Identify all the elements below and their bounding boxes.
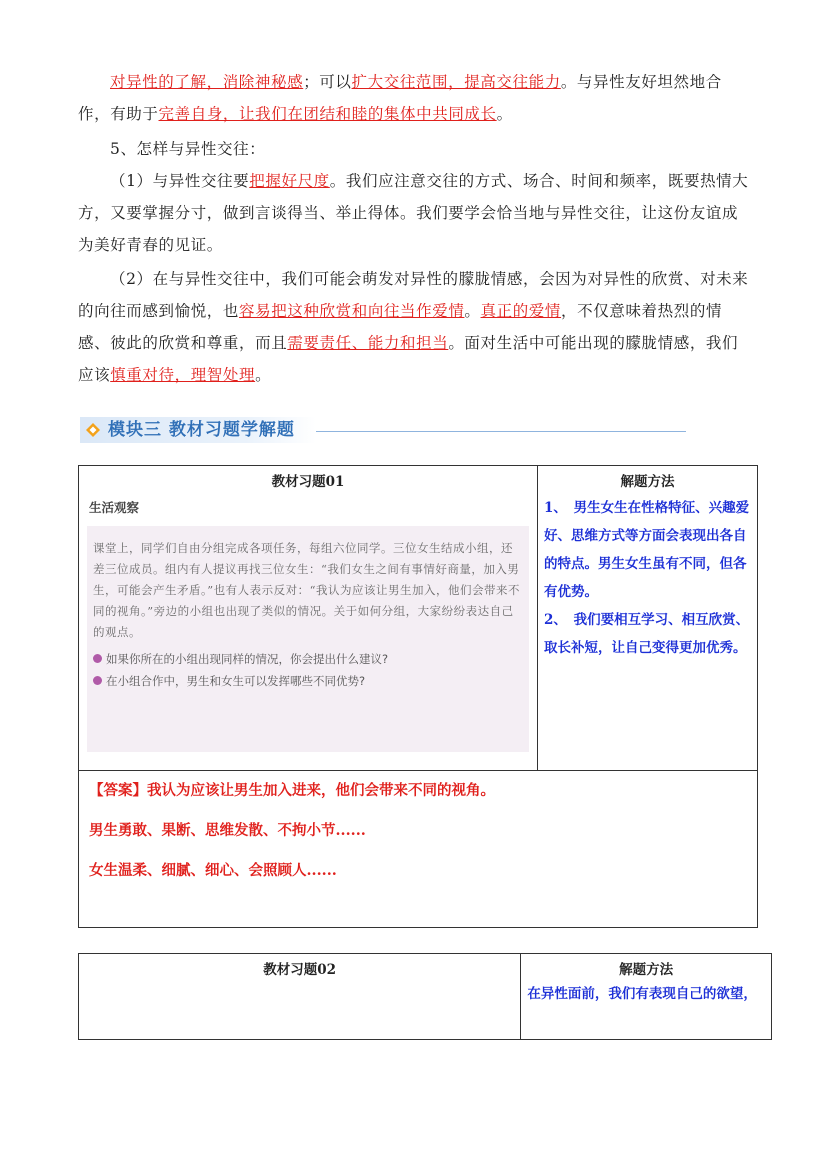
body-text: ，不仅意味着热烈的情感、彼此的欣赏和尊重，而且: [78, 302, 723, 352]
point-2-paragraph: [78, 263, 754, 391]
body-text: （1）与异性交往要: [110, 172, 250, 190]
highlight-text: 真正的爱情: [480, 302, 562, 320]
highlight-text: 完善自身，让我们在团结和睦的集体中共同成长: [158, 105, 497, 123]
body-text: ；可以: [303, 73, 352, 91]
body-text: 。: [255, 366, 272, 384]
highlight-text: 需要责任、能力和担当: [287, 334, 449, 352]
exercise-title: 教材习题01: [271, 474, 345, 490]
question-item: [93, 671, 523, 691]
module-header: [80, 414, 610, 446]
highlight-text: 对异性的了解，消除神秘感: [110, 73, 304, 91]
body-text: 。与异性友好坦然地合作，有助于: [78, 73, 722, 123]
body-text: 。: [464, 302, 481, 320]
module-divider-line: [316, 431, 686, 432]
bullet-icon: [93, 676, 102, 685]
answer-line: 【答案】我认为应该让男生加入进来，他们会带来不同的视角。: [89, 782, 495, 799]
method-item: 1、 男生女生在性格特征、兴趣爱好、思维方式等方面会表现出各自的特点。男生女生虽有不同，但各有优势。: [544, 500, 750, 600]
exercise-table-01: [78, 465, 758, 928]
method-title: 解题方法: [620, 474, 675, 490]
image-panel: [87, 526, 529, 752]
exercise-table-02: [78, 953, 772, 1040]
method-item: 在异性面前，我们有表现自己的欲望，: [527, 986, 757, 1002]
section-heading-text: 5、怎样与异性交往：: [110, 140, 266, 158]
method-cell: [538, 466, 758, 771]
method-title: 解题方法: [619, 962, 674, 978]
story-text: 课堂上，同学们自由分组完成各项任务，每组六位同学。三位女生结成小组，还差三位成员。组内有人提议再找三位女生：“我们女生之间有事情好商量，加入男生，可能会产生矛盾。”也有人表示反对：“我认为应该让男生加入，他们会带来不同的视角。”旁边的小组也出现了类似的情况。关于如何分组，大家纷纷表达自己的观点。: [93, 541, 521, 639]
exercise-cell: [79, 954, 521, 1040]
body-text: 。面对生活中可能出现的朦胧情感，我们应该: [78, 334, 739, 384]
highlight-text: 慎重对待，理智处理: [110, 366, 256, 384]
image-title: 生活观察: [89, 500, 140, 515]
intro-paragraph: [78, 66, 754, 130]
answer-line: 男生勇敢、果断、思维发散、不拘小节......: [89, 822, 366, 839]
module-title: 模块三 教材习题学解题: [108, 420, 295, 440]
point-1-paragraph: [78, 165, 754, 261]
method-cell: [521, 954, 772, 1040]
question-text: 如果你所在的小组出现同样的情况，你会提出什么建议?: [106, 652, 389, 666]
answer-line: 女生温柔、细腻、细心、会照顾人......: [89, 862, 337, 879]
bullet-icon: [93, 654, 102, 663]
body-text: （2）在与异性交往中，我们可能会萌发对异性的朦胧情感，会因为对异性的欣赏、对未来的向往而感到愉悦，也: [78, 270, 749, 320]
highlight-text: 把握好尺度: [249, 172, 330, 190]
highlight-text: 容易把这种欣赏和向往当作爱情: [239, 302, 465, 320]
diamond-icon: [86, 423, 100, 437]
method-item: 2、 我们要相互学习、相互欣赏、取长补短，让自己变得更加优秀。: [544, 612, 750, 656]
exercise-cell: [79, 466, 538, 771]
question-text: 在小组合作中，男生和女生可以发挥哪些不同优势?: [106, 674, 366, 688]
highlight-text: 扩大交往范围，提高交往能力: [351, 73, 561, 91]
textbook-image: [87, 498, 529, 752]
body-text: 。: [496, 105, 513, 123]
body-text: 。我们应注意交往的方式、场合、时间和频率，既要热情大方，又要掌握分寸，做到言谈得当、举止得体。我们要学会恰当地与异性交往，让这份友谊成为美好青春的见证。: [78, 172, 749, 254]
exercise-title: 教材习题02: [263, 962, 337, 978]
answer-cell: [79, 771, 758, 928]
section-heading: [78, 133, 754, 165]
question-item: [93, 649, 523, 669]
